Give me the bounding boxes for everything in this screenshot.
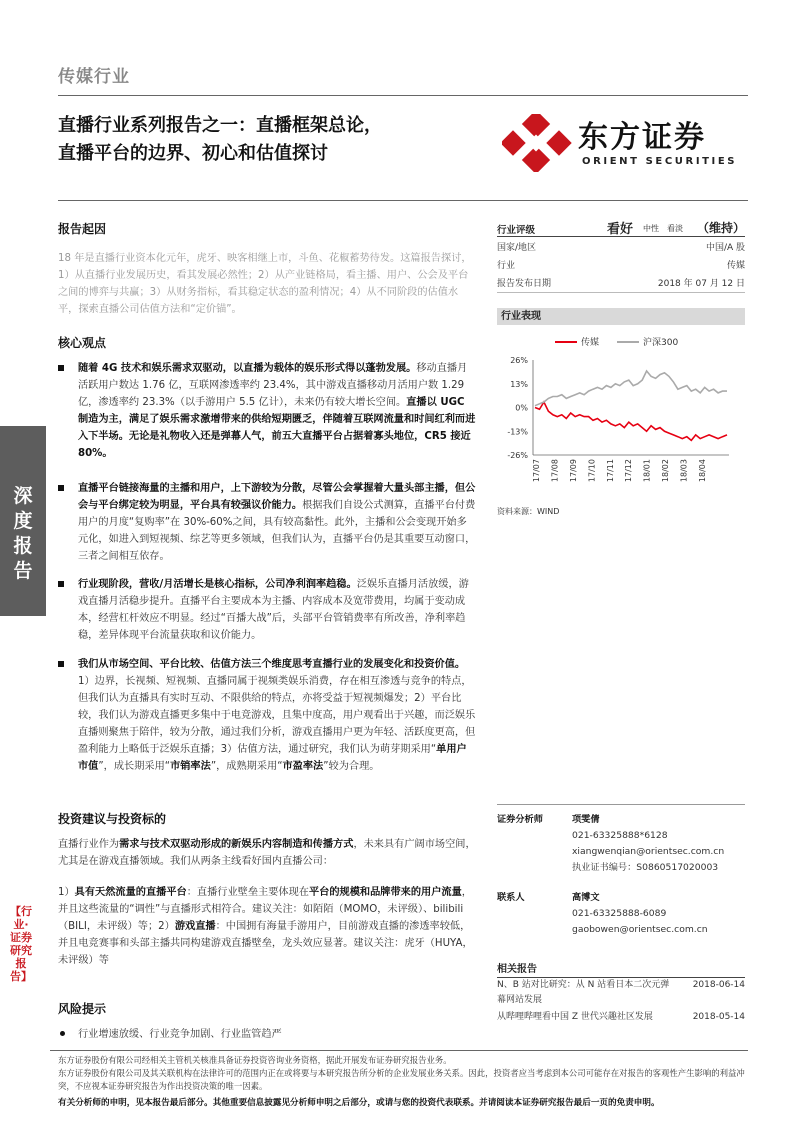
x-tick-label: 17/09 (568, 459, 578, 483)
b3-bold: 行业现阶段，营收/月活增长是核心指标，公司净利润率趋稳。 (78, 579, 357, 590)
p1-c: ，并且这些流量的“调性”与直播形式相符合。建议关注：如陌陌（MOMO，未评级）、bilibili（BILI，未评级）等；2） (58, 887, 472, 932)
row-value: 传媒 (726, 261, 745, 271)
risk-item: 行业增速放缓、行业竞争加剧、行业监管趋严 (78, 1029, 282, 1040)
title-line-2: 直播平台的边界、初心和估值探讨 (58, 143, 328, 164)
title-line-1: 直播行业系列报告之一：直播框架总论， (58, 115, 382, 136)
contact-name: 高博文 (572, 892, 600, 903)
deep-report-text: 深度报告 (13, 485, 33, 582)
bullet-dot (58, 365, 64, 371)
bullet-dot (58, 581, 64, 587)
rating-header (497, 220, 745, 237)
logo-text-en: ORIENT SECURITIES (582, 156, 738, 167)
contact-block (497, 890, 745, 938)
disclaimer-bold: 有关分析师的申明，见本报告最后部分。其他重要信息披露见分析师申明之后部分，或请与您的投资代表联系。并请阅读本证券研究报告最后一页的免责申明。 (58, 1098, 660, 1108)
analyst-name: 项雯倩 (572, 814, 600, 825)
x-tick-label: 17/07 (532, 459, 541, 483)
origin-text: 18 年是直播行业资本化元年，虎牙、映客相继上市，斗鱼、花椒蓄势待发。这篇报告探讨，1）从直播行业发展历史，看其发展必然性；2）从产业链格局，看主播、用户、公会及平台之间的博弈与共赢；3）从财务指标，看其稳定状态的盈利情况；4）从不同阶段的估值水平，探索直播公司估值方法和“定价锚”。 (58, 253, 472, 315)
b4-bold: 我们从市场空间、平台比较、估值方法三个维度思考直播行业的发展变化和投资价值。 (78, 659, 466, 670)
series-text: 【行业·证券研究报告】 (10, 905, 32, 983)
bullet-3 (58, 576, 476, 644)
intro-a: 直播行业作为 (58, 839, 120, 850)
row-value: 2018 年 07 月 12 日 (657, 279, 745, 289)
related-item[interactable] (497, 978, 745, 1008)
sidebar-deep-report (0, 484, 46, 584)
y-tick-label: 13% (510, 379, 528, 389)
analyst-email[interactable]: xiangwenqian@orientsec.com.cn (572, 846, 725, 857)
analyst-phone: 021-63325888*6128 (572, 830, 668, 841)
p1-bold2: 平台的规模和品牌带来的用户流量 (308, 887, 462, 898)
x-tick-label: 18/01 (642, 459, 652, 483)
orient-logo-icon (502, 114, 572, 172)
b4-bold-b: 市销率法 (170, 761, 211, 772)
series-line-沪深300 (535, 371, 727, 406)
p1-bold3: 游戏直播 (174, 921, 216, 932)
chart-source: 资料来源：WIND (497, 507, 560, 516)
x-tick-label: 17/10 (587, 459, 597, 483)
analyst-block (497, 812, 745, 876)
row-key: 国家/地区 (497, 243, 537, 253)
b1-bold2: 直播以 UGC 制造为主，满足了娱乐需求激增带来的供给短期匮乏，伴随着互联网流量和时间红利而进入下半场。无论是礼物收入还是弹幕人气，前五大直播平台占据着寡头地位，CR5 接近 80%。 (78, 397, 476, 459)
bullet-dot (60, 1031, 65, 1036)
p1-b: ：直播行业壁垒主要体现在 (186, 887, 309, 898)
disclaimer (58, 1054, 748, 1093)
p1-a: 1） (58, 887, 75, 898)
x-tick-label: 17/11 (605, 459, 615, 483)
row-key: 报告发布日期 (497, 279, 552, 289)
bullet-dot (58, 485, 64, 491)
b4-bold-a: 单用户市值 (78, 744, 467, 772)
investment-heading: 投资建议与投资标的 (58, 812, 167, 826)
report-title (58, 112, 488, 168)
y-tick-label: 0% (515, 403, 528, 413)
contact-phone: 021-63325888-6089 (572, 908, 667, 919)
b4-text: 1）边界，长视频、短视频、直播同属于视频类娱乐消费，存在相互渗透与竞争的特点，但我们认为直播具有实时互动、不限供给的特点，亦将受益于短视频爆发；2）平台比较，我们认为游戏直播更多集中于电竞游戏，且集中度高，用户观看出于兴趣，而泛娱乐直播则聚焦于陪伴，较为分散，通过我们分析，游戏直播用户更为年轻、活跃度更高，但盈利能力上略低于泛娱乐直播；3）估值方法，通过研究，我们认为萌芽期采用“ (78, 676, 476, 755)
x-tick-label: 17/08 (550, 459, 560, 483)
b3-text: 泛娱乐直播月活放缓，游戏直播月活稳步提升。直播平台主要成本为主播、内容成本及宽带费用，均属于变动成本，经营杠杆效应不明显。经过“百播大战”后，头部平台管销费率有所改善，净利率趋稳，差异体现平台流量获取和议价能力。 (78, 579, 469, 641)
row-key: 行业 (497, 261, 516, 271)
rating-opt2: 看淡 (667, 224, 683, 233)
x-tick-label: 18/02 (661, 459, 671, 483)
b4-text-b: ”，成熟期采用“ (210, 761, 283, 772)
legend-label: 传媒 (581, 338, 600, 348)
x-tick-label: 18/03 (679, 459, 689, 483)
x-tick-label: 18/04 (698, 459, 707, 483)
p1-bold: 具有天然流量的直播平台 (74, 887, 187, 898)
related-heading: 相关报告 (497, 960, 745, 978)
p1-d: ：中国拥有海量手游用户，目前游戏直播的渗透率较低，并且电竞赛事和头部主播共同构建游戏直播壁垒，龙头效应显著。建议关注：虎牙（HUYA，未评级）等 (58, 921, 473, 966)
related-date: 2018-05-14 (692, 1012, 745, 1022)
rating-label: 行业评级 (497, 225, 536, 236)
rating-value: 看好 (607, 222, 634, 237)
rating-opt1: 中性 (643, 224, 659, 233)
disclaimer-line-1: 东方证券股份有限公司经相关主管机关核准具备证券投资咨询业务资格，据此开展发布证券研究报告业务。 (58, 1055, 452, 1065)
intro-b: ，未来具有广阔市场空间，尤其是在游戏直播领域。我们从两条主线看好国内直播公司： (58, 839, 476, 867)
rating-divider (497, 292, 745, 293)
investment-points (58, 884, 476, 969)
disclaimer-line-2: 东方证券股份有限公司及其关联机构在法律许可的范围内正在或将要与本研究报告所分析的企业发展业务关系。因此，投资者应当考虑到本公司可能存在对报告的客观性产生影响的利益冲突，不应视本证券研究报告为作出投资决策的唯一因素。 (58, 1068, 745, 1091)
sector-label: 传媒行业 (58, 67, 130, 87)
performance-chart (497, 330, 745, 502)
analyst-license: 执业证书编号：S0860517020003 (572, 862, 719, 873)
bullet-1 (58, 360, 476, 462)
footer-divider (50, 1050, 748, 1051)
b2-bold: 直播平台链接海量的主播和用户，上下游较为分散，尽管公会掌握着大量头部主播，但公会与平台绑定较为明显，平台具有较强议价能力。 (78, 483, 476, 511)
logo-text-cn: 东方证券 (578, 120, 706, 155)
b4-bold-c: 市盈率法 (282, 761, 324, 772)
b4-text-c: ”较为合理。 (323, 761, 380, 772)
legend-label: 沪深300 (643, 338, 679, 348)
header-divider (58, 200, 748, 201)
investment-intro (58, 836, 476, 870)
sidebar-series (10, 905, 32, 1035)
series-line-传媒 (535, 402, 727, 440)
risk-heading: 风险提示 (58, 1002, 107, 1016)
top-divider (58, 95, 748, 96)
contact-role: 联系人 (497, 892, 525, 903)
row-value: 中国/A 股 (705, 243, 745, 253)
y-tick-label: -13% (507, 427, 528, 437)
origin-heading: 报告起因 (58, 222, 107, 236)
rating-status: （维持） (696, 221, 745, 235)
intro-bold: 需求与技术双驱动形成的新娱乐内容制造和传播方式 (119, 839, 354, 850)
y-tick-label: -26% (507, 451, 528, 460)
related-title[interactable]: N、B 站对比研究：从 N 站看日本二次元弹幕网站发展 (497, 980, 670, 1005)
x-tick-label: 17/12 (624, 459, 634, 483)
b1-text: 移动直播月活跃用户数达 1.76 亿，互联网渗透率约 23.4%，其中游戏直播移动月活用户数 1.29 亿，渗透率约 23.3%（以手游用户 5.5 亿计），未来仍有较大增长空间。 (78, 363, 468, 408)
related-date: 2018-06-14 (692, 980, 745, 990)
bullet-2 (58, 480, 476, 565)
analyst-divider (497, 804, 745, 805)
core-heading: 核心观点 (58, 336, 107, 350)
b2-text: 根据我们自设公式测算，直播平台付费用户的月度“复购率”在 30%-60%之间，具有较高黏性。此外，主播和公会变现开始多元化，如进入到短视频、综艺等更多领域，但我们认为，直播平台仍是其重要互动窗口，三者之间相互依存。 (78, 500, 476, 562)
related-item[interactable] (497, 1010, 745, 1025)
bullet-4 (58, 656, 476, 775)
related-title[interactable]: 从哔哩哔哩看中国 Z 世代兴趣社区发展 (497, 1012, 653, 1022)
b4-text-a: ”，成长期采用“ (98, 761, 171, 772)
contact-email[interactable]: gaobowen@orientsec.com.cn (572, 924, 708, 935)
b1-bold: 随着 4G 技术和娱乐需求双驱动，以直播为载体的娱乐形式得以蓬勃发展。 (78, 363, 417, 374)
analyst-role: 证券分析师 (497, 814, 543, 825)
y-tick-label: 26% (510, 356, 528, 365)
performance-heading: 行业表现 (497, 308, 745, 325)
risk-bullet (58, 1026, 476, 1043)
bullet-dot (58, 661, 64, 667)
